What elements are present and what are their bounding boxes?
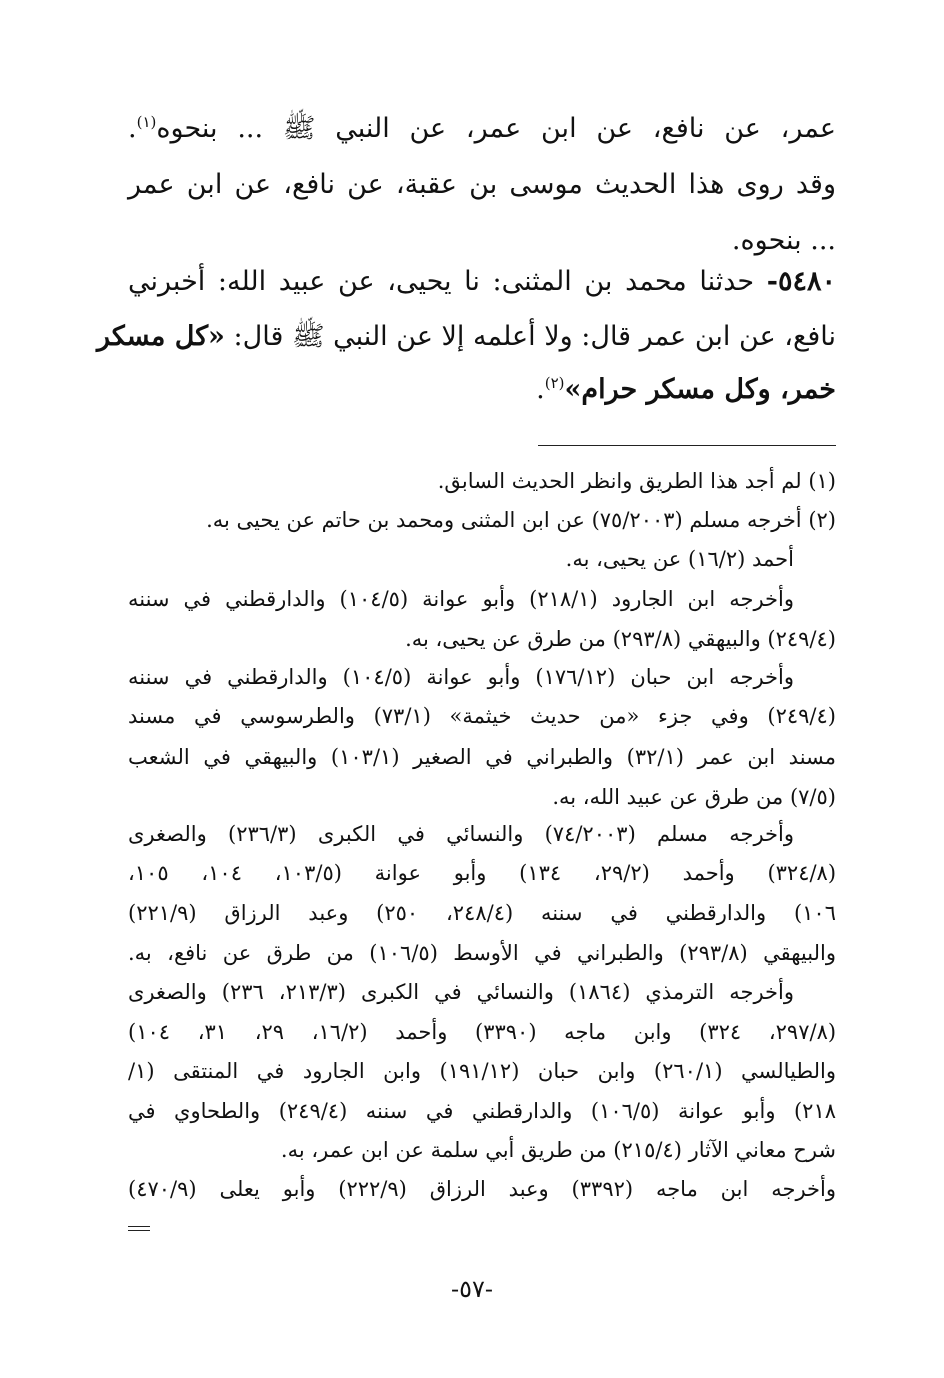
footnote-line: (٢٤٩/٤) والبيهقي (٢٩٣/٨) من طرق عن يحيى، به.	[405, 627, 836, 651]
footnote-line: مسند ابن عمر (٣٢/١) والطبراني في الصغير (١٠٣/١) والبيهقي في الشعب	[128, 745, 837, 769]
main-line-3: ... بنحوه.	[731, 225, 836, 256]
footnote-line: (٢٩٧/٨، ٣٢٤) وابن ماجه (٣٣٩٠) وأحمد (١٦/٢، ٢٩، ٣١، ١٠٤)	[128, 1020, 837, 1044]
footnote-line: أحمد (١٦/٢) عن يحيى، به.	[565, 547, 794, 571]
footnote-line: وأخرجه ابن حبان (١٧٦/١٢) وأبو عوانة (١٠٤/٥) والدارقطني في سننه	[128, 665, 794, 689]
footnote-ref-1: (١)	[136, 113, 157, 131]
main-line-2: وقد روى هذا الحديث موسى بن عقبة، عن نافع، عن ابن عمر	[128, 169, 836, 200]
main-line-5-text: نافع، عن ابن عمر قال: ولا أعلمه إلا عن النبي ﷺ قال:	[233, 321, 836, 352]
footnote-line: والبيهقي (٢٩٣/٨) والطبراني في الأوسط (١٠٦/٥) من طرق عن نافع، به.	[128, 941, 836, 965]
footnote-line: وأخرجه ابن ماجه (٣٣٩٢) وعبد الرزاق (٢٢٢/٩) وأبو يعلى (٤٧٠/٩)	[128, 1177, 836, 1201]
main-line-6	[128, 373, 836, 407]
footnote-line: (٢٤٩/٤) وفي جزء «من حديث خيثمة» (٧٣/١) والطرسوسي في مسند	[128, 704, 836, 728]
footnote-line: ٢١٨) وأبو عوانة (١٠٦/٥) والدارقطني في سننه (٢٤٩/٤) والطحاوي في	[128, 1099, 837, 1123]
main-line-1-end: .	[128, 113, 137, 144]
footnote-line: ١٠٦) والدارقطني في سننه (٢٤٨/٤، ٢٥٠) وعبد الرزاق (٢٢١/٩)	[128, 901, 836, 925]
hadith-quote-end: خمر، وكل مسكر حرام»	[564, 374, 836, 405]
footnote-line: وأخرجه الترمذي (١٨٦٤) والنسائي في الكبرى (٢١٣/٣، ٢٣٦) والصغرى	[128, 980, 795, 1004]
main-line-5	[97, 320, 836, 354]
main-line-4-text: حدثنا محمد بن المثنى: نا يحيى، عن عبيد الله: أخبرني	[128, 266, 755, 297]
hadith-number: ٥٤٨٠-	[766, 266, 836, 297]
footnote-line: (١) لم أجد هذا الطريق وانظر الحديث السابق.	[437, 469, 836, 493]
continuation-mark	[128, 1226, 150, 1234]
main-line-1-text: عمر، عن نافع، عن ابن عمر، عن النبي ﷺ ... بنحوه	[156, 113, 836, 144]
footnote-line: وأخرجه ابن الجارود (٢١٨/١) وأبو عوانة (١٠٤/٥) والدارقطني في سننه	[128, 587, 794, 611]
main-line-4	[128, 265, 836, 299]
footnote-ref-2: (٢)	[544, 374, 565, 392]
main-line-1	[128, 112, 836, 146]
page-number: -٥٧-	[451, 1275, 493, 1303]
main-line-6-end: .	[536, 374, 545, 405]
footnote-line: وأخرجه مسلم (٧٤/٢٠٠٣) والنسائي في الكبرى (٢٣٦/٣) والصغرى	[128, 822, 794, 846]
footnote-line: شرح معاني الآثار (٢١٥/٤) من طريق أبي سلمة عن ابن عمر، به.	[280, 1138, 836, 1162]
footnote-line: والطيالسي (٢٦٠/١) وابن حبان (١٩١/١٢) وابن الجارود في المنتقى (١/	[128, 1059, 837, 1083]
footnote-line: (٣٢٤/٨) وأحمد (٢٩/٢، ١٣٤) وأبو عوانة (١٠٣/٥، ١٠٤، ١٠٥،	[128, 861, 837, 885]
footnote-separator	[538, 445, 836, 446]
hadith-quote-start: «كل مسكر	[97, 321, 225, 352]
footnote-line: (٧/٥) من طرق عن عبيد الله، به.	[552, 785, 836, 809]
footnote-line: (٢) أخرجه مسلم (٧٥/٢٠٠٣) عن ابن المثنى ومحمد بن حاتم عن يحيى به.	[206, 508, 836, 532]
